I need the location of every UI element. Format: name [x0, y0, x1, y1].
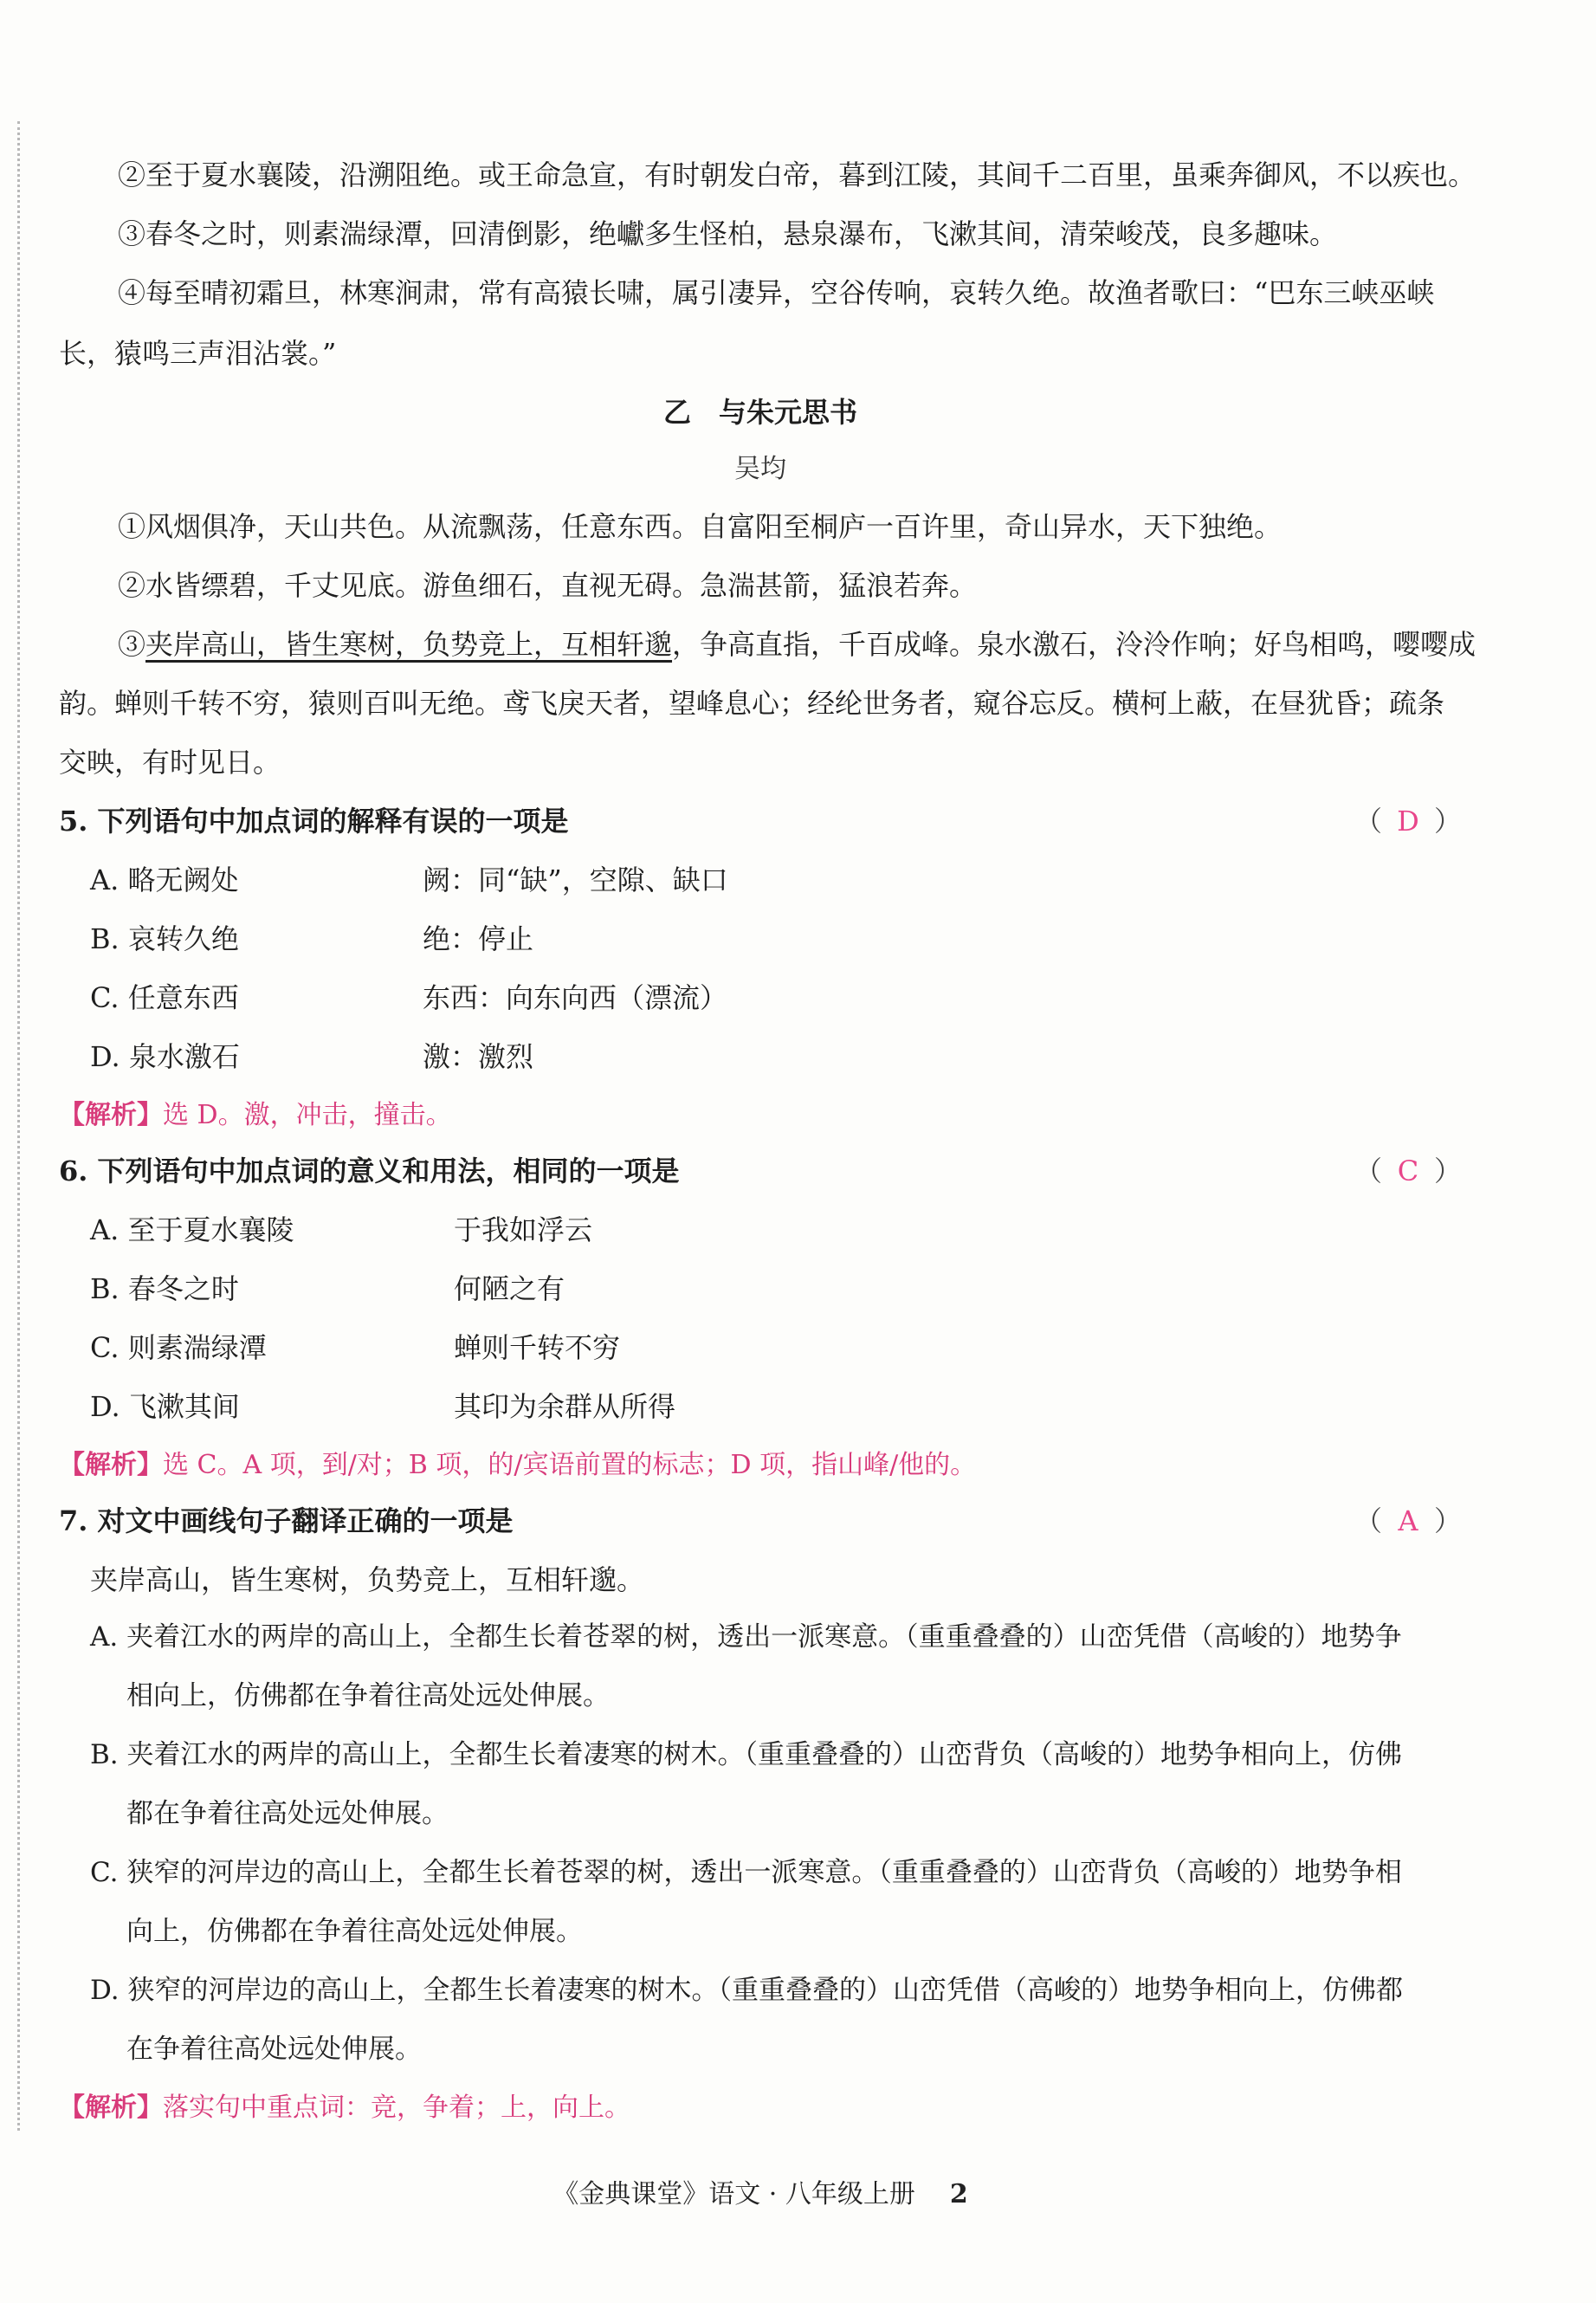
- question-6-stem: [59, 1154, 1462, 1188]
- q5-option-d-explanation: 激：激烈: [423, 1040, 534, 1073]
- analysis-text: 落实句中重点词：竞，争着；上，向上。: [163, 2093, 630, 2123]
- question-5-answer: [1354, 804, 1462, 838]
- q5-option-a-explanation: 阙：同“缺”，空隙、缺口: [423, 864, 728, 896]
- q5-option-c: C. 任意东西: [90, 981, 239, 1014]
- q5-option-b: B. 哀转久绝: [90, 922, 239, 955]
- passage-a-paragraph-4-line-2: 长，猿鸣三声泪沾裳。”: [59, 337, 337, 370]
- passage-b-author: 吴均: [734, 454, 786, 484]
- question-stem-text: 5. 下列语句中加点词的解释有误的一项是: [59, 805, 569, 838]
- analysis-tag: 【解析】: [59, 1450, 163, 1480]
- q5-option-d: D. 泉水激石: [90, 1040, 240, 1073]
- q6-option-b: B. 春冬之时: [90, 1272, 239, 1305]
- question-stem-text: 6. 下列语句中加点词的意义和用法，相同的一项是: [59, 1155, 680, 1187]
- answer-letter: A: [1398, 1504, 1418, 1537]
- q6-option-b-compare: 何陋之有: [454, 1272, 565, 1305]
- page-number: 2: [949, 2179, 968, 2209]
- q6-option-c-compare: 蝉则千转不穷: [454, 1331, 621, 1364]
- paragraph-continuation: ，争高直指，千百成峰。泉水激石，泠泠作响；好鸟相鸣，嘤嘤成: [672, 628, 1476, 661]
- passage-b-paragraph-1: ①风烟俱净，天山共色。从流飘荡，任意东西。自富阳至桐庐一百许里，奇山异水，天下独绝。: [118, 510, 1283, 543]
- analysis-text: 选 C。A 项，到/对；B 项，的/宾语前置的标志；D 项，指山峰/他的。: [163, 1450, 977, 1480]
- underlined-sentence: 夹岸高山，皆生寒树，负势竞上，互相轩邈: [145, 628, 673, 661]
- q5-option-b-explanation: 绝：停止: [423, 922, 534, 955]
- answer-letter: C: [1397, 1155, 1419, 1187]
- q7-option-b-line-2: 都在争着往高处远处伸展。: [126, 1798, 449, 1829]
- paragraph-number: ③: [118, 628, 146, 661]
- q6-option-d: D. 飞漱其间: [90, 1390, 240, 1423]
- question-stem-text: 7. 对文中画线句子翻译正确的一项是: [59, 1504, 514, 1537]
- q7-option-d-line-2: 在争着往高处远处伸展。: [126, 2034, 422, 2065]
- binding-dotted-line: [17, 121, 20, 2131]
- bracket-close: ）: [1433, 1155, 1462, 1187]
- bracket-open: （: [1354, 805, 1382, 838]
- bracket-open: （: [1354, 1504, 1382, 1537]
- passage-b-title: 乙 与朱元思书: [662, 396, 857, 429]
- q7-option-c-line-1: C. 狭窄的河岸边的高山上，全都生长着苍翠的树，透出一派寒意。（重重叠叠的）山峦背负（高峻的）地势争相: [90, 1857, 1402, 1888]
- passage-b-paragraph-2: ②水皆缥碧，千丈见底。游鱼细石，直视无碍。急湍甚箭，猛浪若奔。: [118, 569, 978, 602]
- bracket-open: （: [1354, 1155, 1382, 1187]
- q6-option-c: C. 则素湍绿潭: [90, 1331, 267, 1364]
- q7-option-a-line-1: A. 夹着江水的两岸的高山上，全都生长着苍翠的树，透出一派寒意。（重重叠叠的）山峦凭借（高峻的）地势争: [90, 1621, 1402, 1653]
- passage-b-paragraph-3-line-3: 交映，有时见日。: [59, 746, 281, 779]
- q7-option-a-line-2: 相向上，仿佛都在争着往高处远处伸展。: [126, 1680, 610, 1711]
- page-footer: [59, 2172, 1462, 2210]
- q7-option-c-line-2: 向上，仿佛都在争着往高处远处伸展。: [126, 1916, 583, 1947]
- passage-b-paragraph-3-line-2: 韵。蝉则千转不穷，猿则百叫无绝。鸢飞戾天者，望峰息心；经纶世务者，窥谷忘反。横柯上蔽，在昼犹昏；疏条: [59, 687, 1445, 720]
- passage-b-paragraph-3-line-1: [59, 627, 1521, 662]
- q7-option-b-line-1: B. 夹着江水的两岸的高山上，全都生长着凄寒的树木。（重重叠叠的）山峦背负（高峻的）地势争相向上，仿佛: [90, 1739, 1402, 1770]
- passage-a-paragraph-3: ③春冬之时，则素湍绿潭，回清倒影，绝巘多生怪柏，悬泉瀑布，飞漱其间，清荣峻茂，良多趣味。: [118, 217, 1338, 250]
- analysis-tag: 【解析】: [59, 2093, 163, 2123]
- bracket-close: ）: [1433, 805, 1462, 838]
- q7-option-d-line-1: D. 狭窄的河岸边的高山上，全都生长着凄寒的树木。（重重叠叠的）山峦凭借（高峻的）地势争相向上，仿佛都: [90, 1975, 1403, 2006]
- q5-option-a: A. 略无阙处: [90, 864, 239, 896]
- passage-a-paragraph-4-line-1: ④每至晴初霜旦，林寒涧肃，常有高猿长啸，属引凄异，空谷传响，哀转久绝。故渔者歌曰：“巴东三峡巫峡: [118, 276, 1435, 309]
- q6-option-a: A. 至于夏水襄陵: [90, 1213, 294, 1246]
- question-5-stem: [59, 804, 1462, 838]
- q7-quoted-sentence: 夹岸高山，皆生寒树，负势竞上，互相轩邈。: [90, 1563, 645, 1596]
- q6-analysis: [59, 1448, 1462, 1483]
- analysis-text: 选 D。激，冲击，撞击。: [163, 1100, 452, 1130]
- question-6-answer: [1354, 1154, 1462, 1188]
- bracket-close: ）: [1433, 1504, 1462, 1537]
- passage-a-paragraph-2: ②至于夏水襄陵，沿溯阻绝。或王命急宣，有时朝发白帝，暮到江陵，其间千二百里，虽乘奔御风，不以疾也。: [118, 158, 1476, 191]
- q6-option-a-compare: 于我如浮云: [454, 1213, 593, 1246]
- q7-analysis: [59, 2091, 1462, 2125]
- analysis-tag: 【解析】: [59, 1100, 163, 1130]
- book-title: 《金典课堂》语文 · 八年级上册: [552, 2179, 915, 2209]
- question-7-stem: [59, 1504, 1462, 1538]
- question-7-answer: [1354, 1504, 1462, 1538]
- answer-letter: D: [1397, 805, 1419, 838]
- q5-option-c-explanation: 东西：向东向西（漂流）: [423, 981, 728, 1014]
- q5-analysis: [59, 1098, 1462, 1133]
- q6-option-d-compare: 其印为余群从所得: [454, 1390, 676, 1423]
